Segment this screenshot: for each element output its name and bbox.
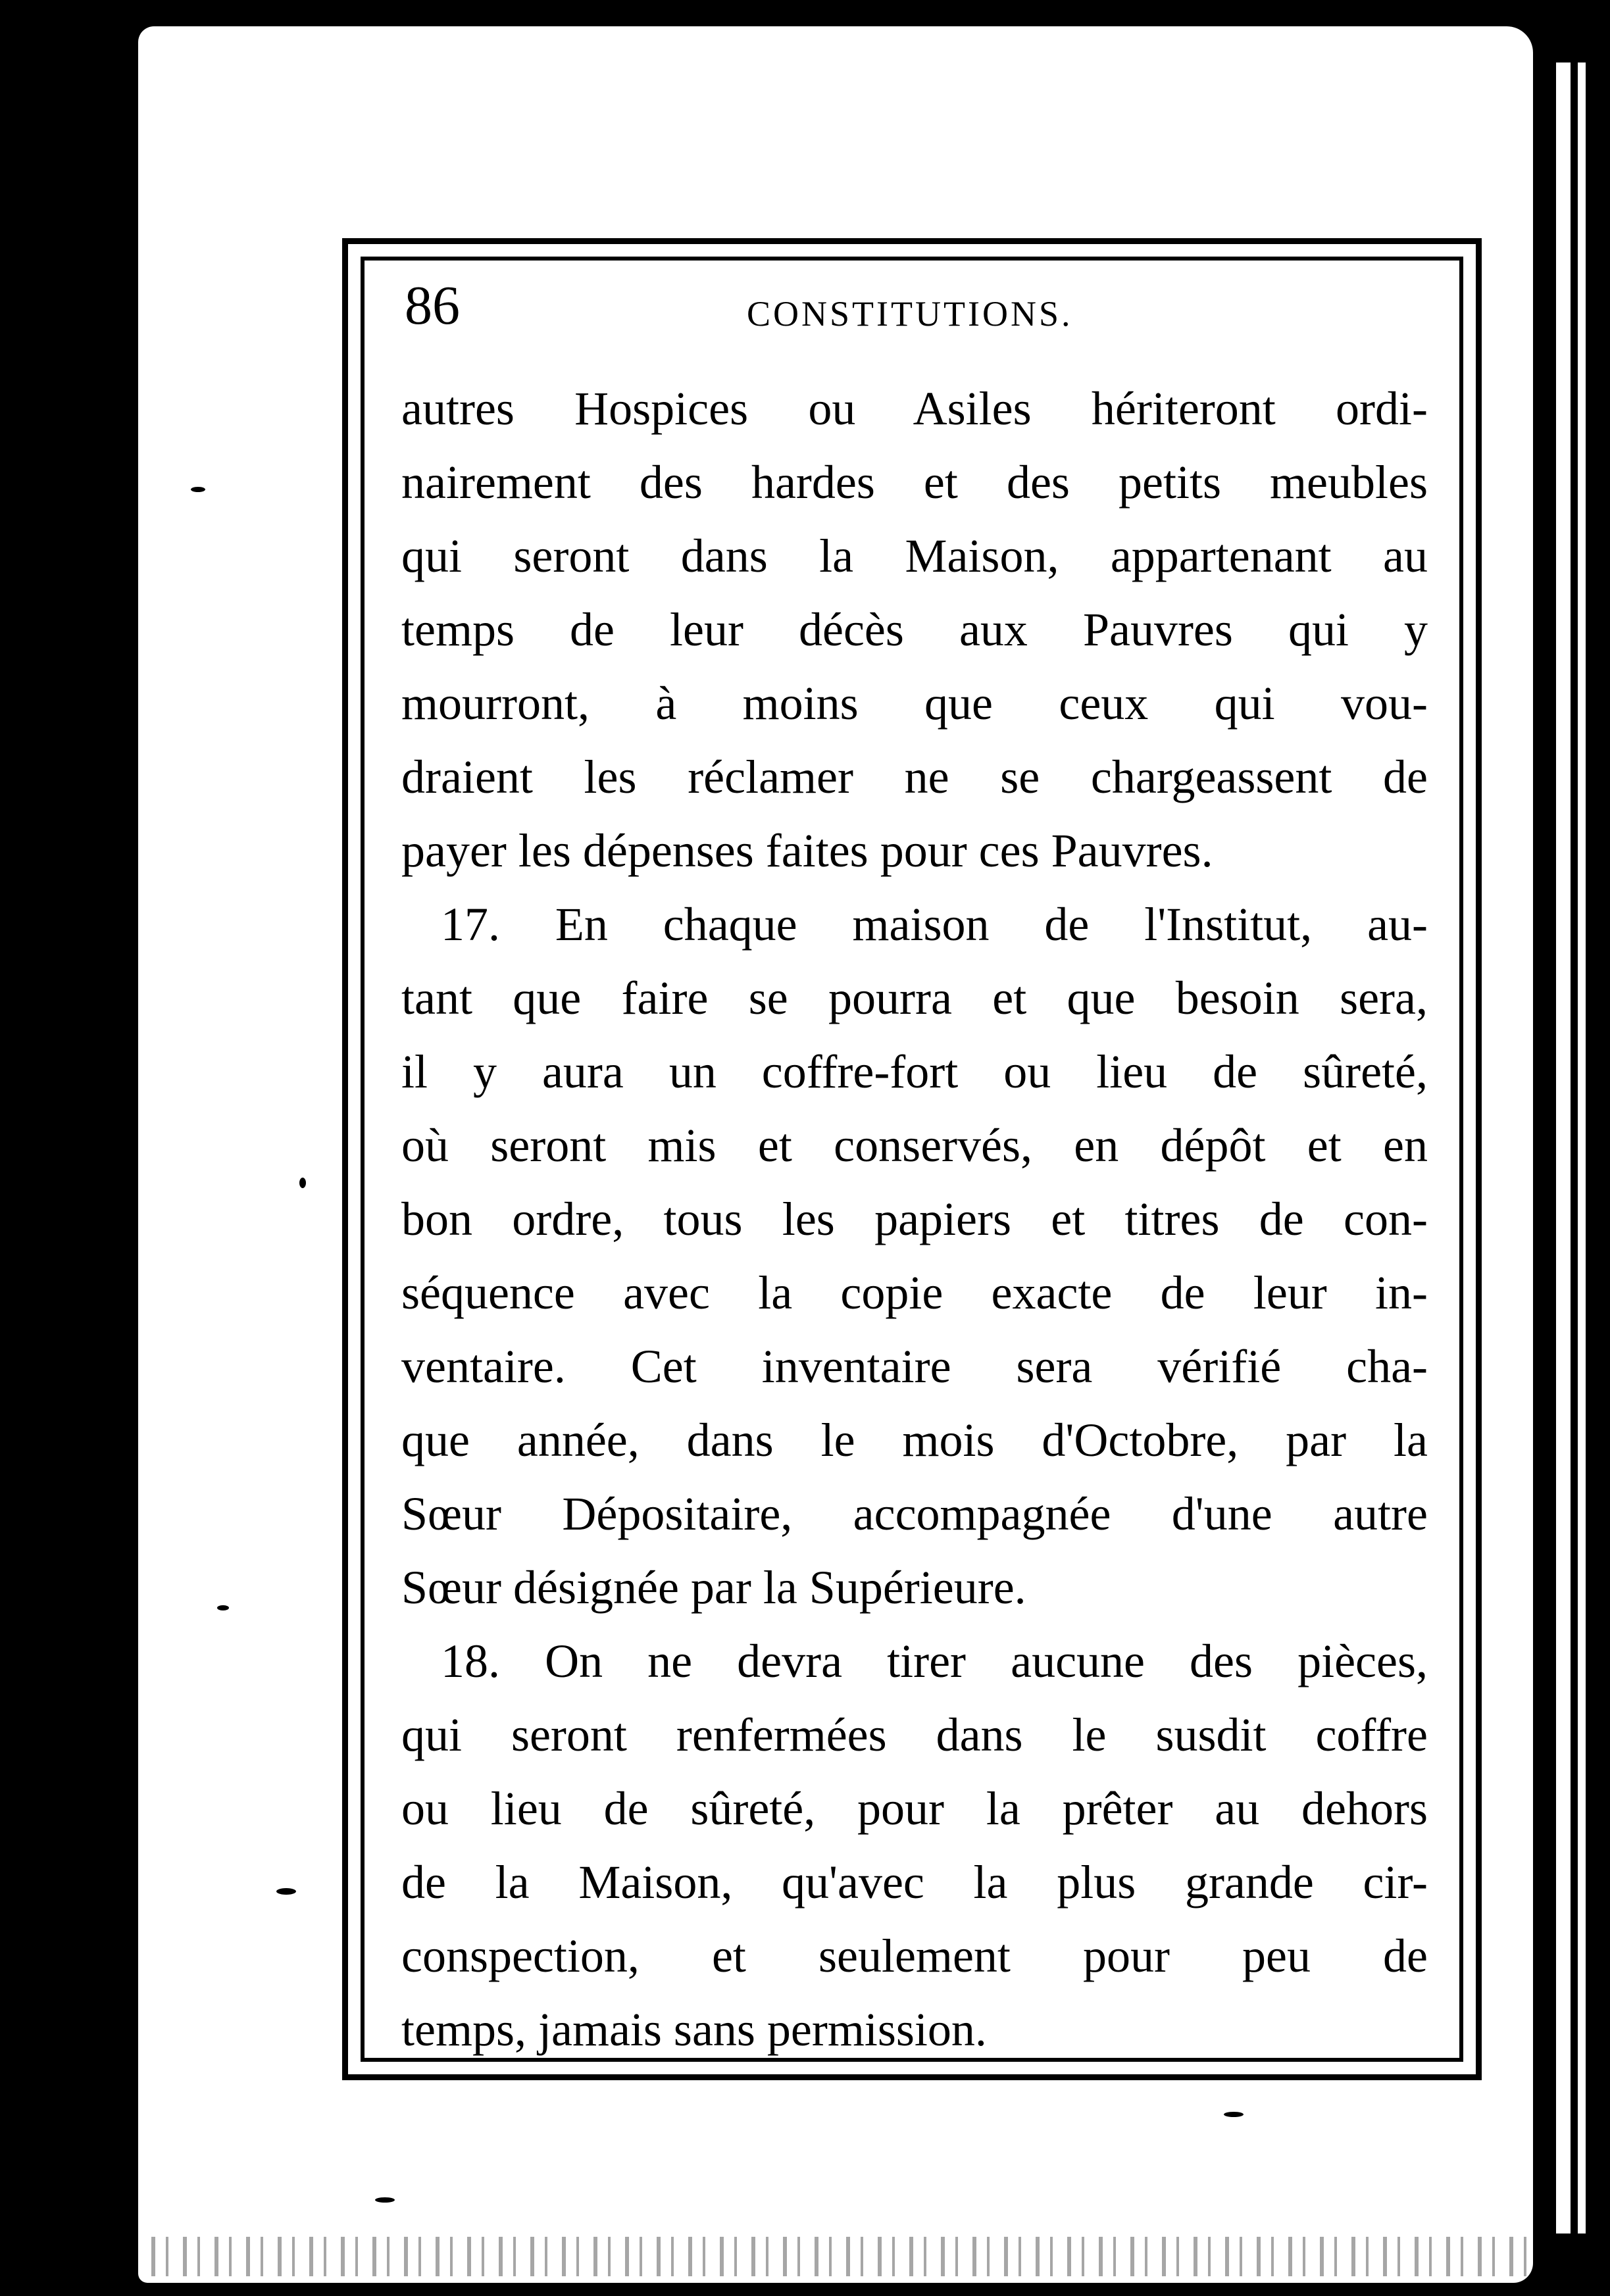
text-line: autres Hospices ou Asiles hériteront ordi-	[401, 382, 1428, 435]
text-line: qui seront dans la Maison, appartenant au	[401, 530, 1428, 582]
text-line: il y aura un coffre-fort ou lieu de sûreté,	[401, 1045, 1428, 1098]
text-line: Sœur Dépositaire, accompagnée d'une autre	[401, 1487, 1428, 1540]
text-line: temps, jamais sans permission.	[401, 2003, 987, 2056]
scan-speck	[299, 1178, 306, 1188]
text-line: ventaire. Cet inventaire sera vérifié cha-	[401, 1340, 1428, 1393]
text-line: mourront, à moins que ceux qui vou-	[401, 677, 1428, 730]
adjacent-page-edge	[1556, 62, 1571, 2234]
text-line: tant que faire se pourra et que besoin sera,	[401, 972, 1428, 1024]
text-line: Sœur désignée par la Supérieure.	[401, 1561, 1026, 1614]
scan-speck	[191, 487, 205, 492]
text-line: temps de leur décès aux Pauvres qui y	[401, 603, 1428, 656]
text-line: draient les réclamer ne se chargeassent de	[401, 751, 1428, 803]
text-line: de la Maison, qu'avec la plus grande cir-	[401, 1856, 1428, 1909]
paragraph-17-start: 17. En chaque maison de l'Institut, au-	[441, 898, 1428, 951]
scan-speck	[217, 1605, 229, 1610]
text-line: que année, dans le mois d'Octobre, par la	[401, 1414, 1428, 1466]
text-line: ou lieu de sûreté, pour la prêter au dehors	[401, 1782, 1428, 1835]
running-title: CONSTITUTIONS.	[747, 294, 1073, 334]
text-line: nairement des hardes et des petits meubles	[401, 456, 1428, 509]
scan-noise-bottom	[151, 2237, 1526, 2276]
body-text	[401, 372, 1428, 2066]
paragraph-18-start: 18. On ne devra tirer aucune des pièces,	[441, 1635, 1428, 1687]
page-number: 86	[405, 275, 460, 336]
text-line: qui seront renfermées dans le susdit coffre	[401, 1709, 1428, 1761]
text-line: payer les dépenses faites pour ces Pauvres.	[401, 824, 1213, 877]
text-line: conspection, et seulement pour peu de	[401, 1930, 1428, 1982]
scan-speck	[1224, 2112, 1244, 2117]
text-line: bon ordre, tous les papiers et titres de con-	[401, 1193, 1428, 1245]
scan-speck	[375, 2197, 395, 2203]
text-line: séquence avec la copie exacte de leur in-	[401, 1266, 1428, 1319]
scan-speck	[276, 1888, 296, 1895]
running-head	[405, 270, 1444, 342]
text-line: où seront mis et conservés, en dépôt et en	[401, 1119, 1428, 1172]
adjacent-page-edge-outer	[1578, 62, 1586, 2234]
